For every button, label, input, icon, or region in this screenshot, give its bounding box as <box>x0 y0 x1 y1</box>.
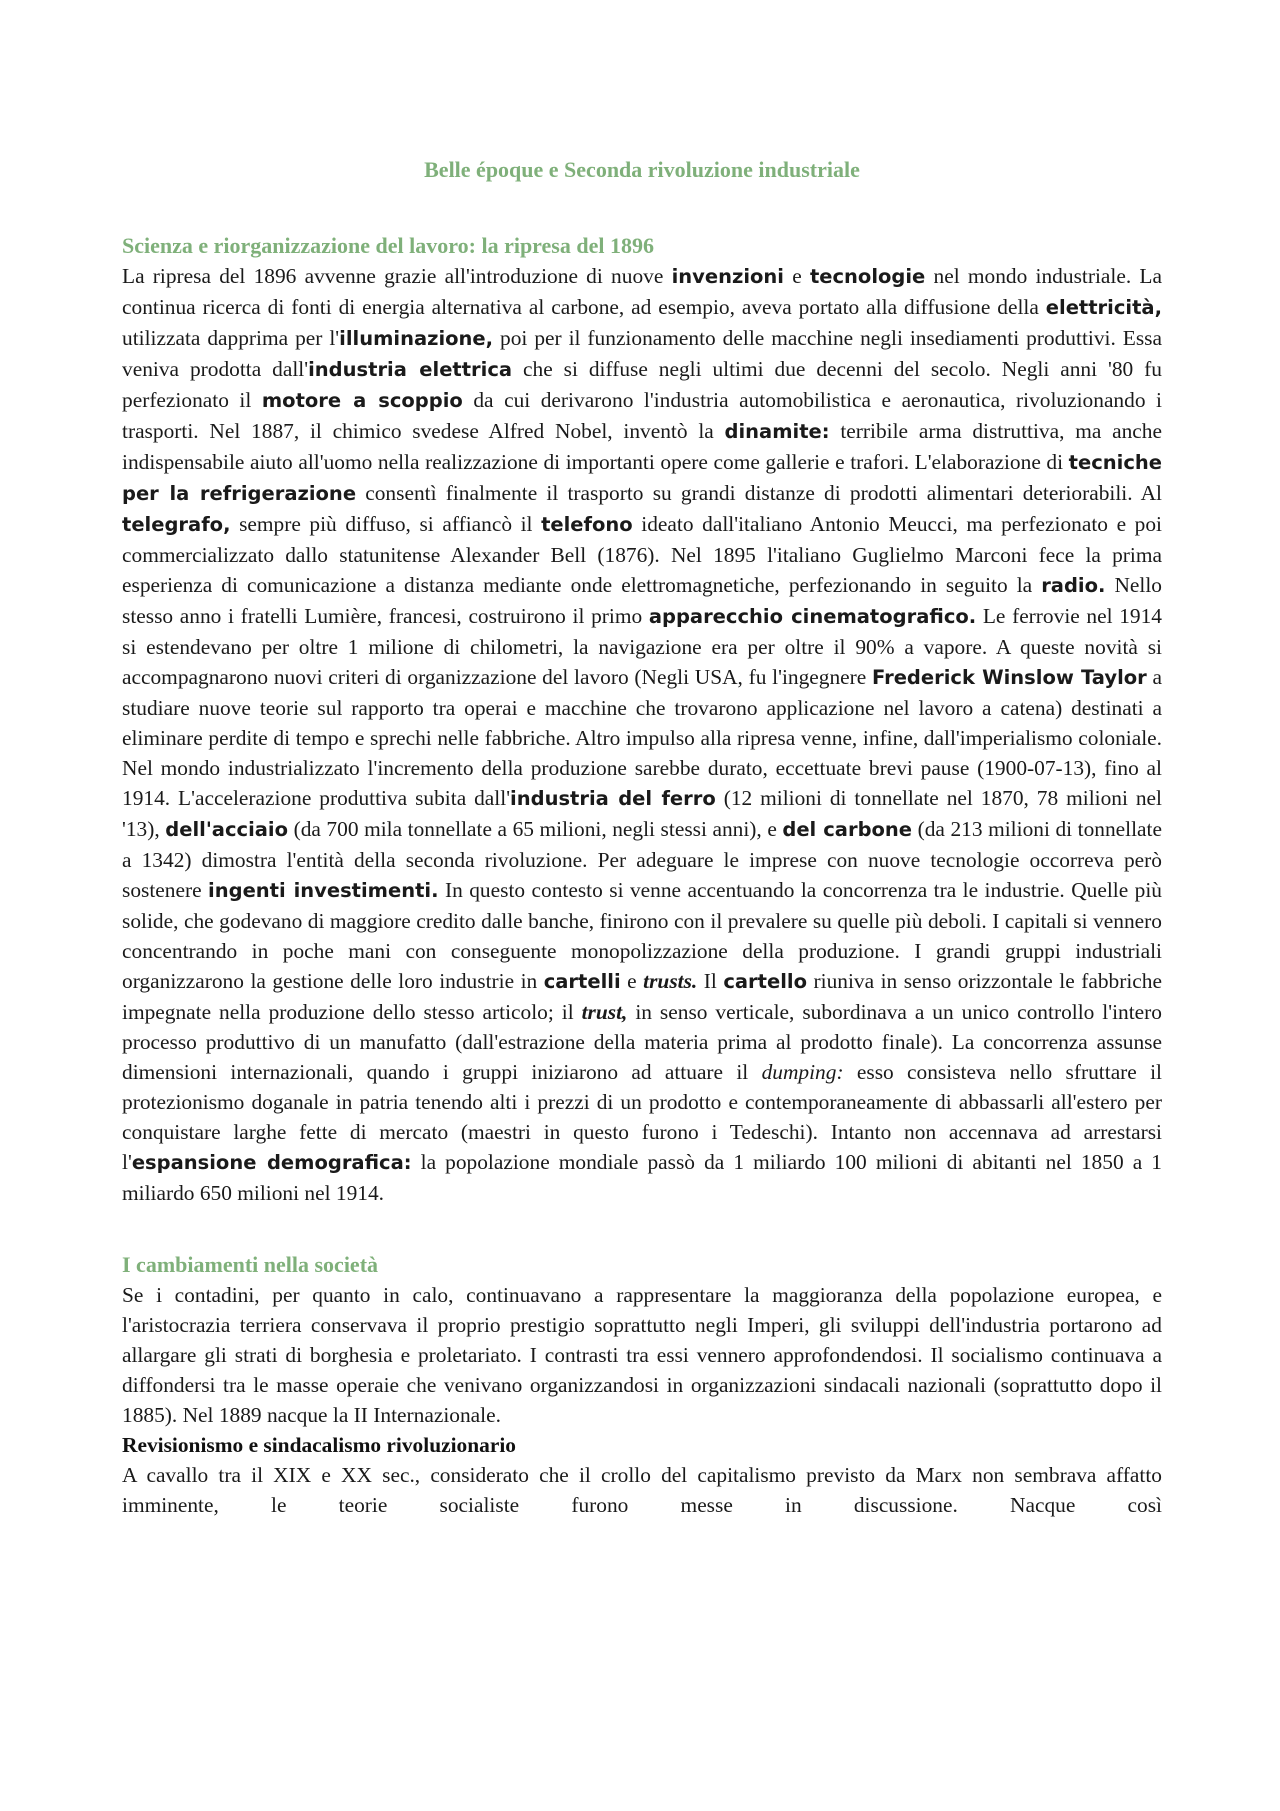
bold-keyword: ingenti investimenti. <box>208 879 439 902</box>
bold-keyword: dinamite: <box>724 420 830 443</box>
text-run: riuniva in senso orizzontale le fabbriche impegnate nella produzione dello stesso articolo; il <box>122 969 1162 1024</box>
text-run: che si diffuse negli ultimi due decenni del secolo. Negli anni '80 fu perfezionato il <box>122 357 1162 412</box>
bold-keyword: cartello <box>723 970 807 993</box>
section-paragraph-societa: Se i contadini, per quanto in calo, continuavano a rappresentare la maggioranza della popolazione europea, e l'aristocrazia terriera conservava il proprio prestigio soprattutto negli Imperi, gli sviluppi dell'industria portarono ad allargare gli strati di borghesia e proletariato. I contrasti tra essi vennero approfondendosi. Il socialismo continuava a diffondersi tra le masse operaie che venivano organizzandosi in organizzazioni sindacali nazionali (soprattutto dopo il 1885). Nel 1889 nacque la II Internazionale. <box>122 1283 1162 1427</box>
text-run: la popolazione mondiale passò da 1 miliardo 100 milioni di abitanti nel 1850 a 1 miliardo 650 milioni nel 1914. <box>122 1150 1162 1205</box>
bold-keyword: trusts. <box>643 969 698 993</box>
section-paragraph-scienza <box>122 261 1162 1208</box>
text-run: nel mondo industriale. La continua ricerca di fonti di energia alternativa al carbone, ad esempio, aveva portato alla diffusione della <box>122 264 1162 319</box>
bold-keyword: industria del ferro <box>510 787 716 810</box>
bold-keyword: invenzioni <box>671 265 784 288</box>
bold-keyword: apparecchio cinematografico. <box>648 605 977 628</box>
bold-keyword: motore a scoppio <box>261 389 463 412</box>
document-page <box>122 155 1162 1520</box>
text-run: e <box>783 264 810 288</box>
text-run: sempre più diffuso, si affiancò il <box>230 512 542 536</box>
bold-keyword: elettricità, <box>1045 296 1162 319</box>
bold-keyword: telefono <box>541 513 633 536</box>
bold-keyword: dell'acciaio <box>165 818 289 841</box>
text-run: terribile arma distruttiva, ma anche indispensabile aiuto all'uomo nella realizzazione di importanti opere come gallerie e trafori. L'elaborazione di <box>122 419 1162 474</box>
text-run: consentì finalmente il trasporto su grandi distanze di prodotti alimentari deteriorabili. Al <box>356 481 1162 505</box>
text-run: utilizzata dapprima per l' <box>122 326 340 350</box>
bold-keyword: radio. <box>1041 574 1106 597</box>
document-title: Belle époque e Seconda rivoluzione industriale <box>424 157 860 182</box>
bold-keyword: tecnologie <box>809 265 926 288</box>
text-run: Le ferrovie nel 1914 si estendevano per oltre 1 milione di chilometri, la navigazione era per oltre il 90% a vapore. A queste novità si accompagnarono nuovi criteri di organizzazione del lavoro (Negli USA, fu l'ingegnere <box>122 604 1162 689</box>
text-run: e <box>620 969 644 993</box>
text-run: in senso verticale, subordinava a un unico controllo l'intero processo produttivo di un manufatto (dall'estrazione della materia prima al prodotto finale). La concorrenza assunse dimensioni internazionali, quando i gruppi iniziarono ad attuare il <box>122 1000 1162 1084</box>
text-run: ideato dall'italiano Antonio Meucci, ma perfezionato e poi commercializzato dallo statunitense Alexander Bell (1876). Nel 1895 l'italiano Guglielmo Marconi fece la prima esperienza di comunicazione a distanza mediante onde elettromagnetiche, perfezionando in seguito la <box>122 512 1162 597</box>
text-run: La ripresa del 1896 avvenne grazie all'introduzione di nuove <box>122 264 672 288</box>
text-run: poi per il funzionamento delle macchine negli insediamenti produttivi. Essa veniva prodotta dall' <box>122 326 1162 381</box>
section-heading-societa: I cambiamenti nella società <box>122 1252 379 1277</box>
text-run: (da 213 milioni di tonnellate a 1342) dimostra l'entità della seconda rivoluzione. Per adeguare le imprese con nuove tecnologie occorreva però sostenere <box>122 817 1162 902</box>
section-heading-scienza: Scienza e riorganizzazione del lavoro: la ripresa del 1896 <box>122 233 654 258</box>
bold-keyword: del carbone <box>782 818 913 841</box>
bold-keyword: tecniche per la refrigerazione <box>122 451 1162 505</box>
text-run: a studiare nuove teorie sul rapporto tra operai e macchine che trovarono applicazione nel lavoro a catena) destinati a eliminare perdite di tempo e sprechi nelle fabbriche. Altro impulso alla ripresa venne, infine, dall'imperialismo coloniale. Nel mondo industrializzato l'incremento della produzione sarebbe durato, eccettuate brevi pause (1900-07-13), fino al 1914. L'accelerazione produttiva subita dall' <box>122 665 1162 810</box>
bold-keyword: industria elettrica <box>308 358 513 381</box>
bold-keyword: trust, <box>581 1000 628 1024</box>
section-paragraph-revisionismo: A cavallo tra il XIX e XX sec., considerato che il crollo del capitalismo previsto da Marx non sembrava affatto imminente, le teorie socialiste furono messe in discussione. Nacque così <box>122 1463 1162 1517</box>
text-run: In questo contesto si venne accentuando la concorrenza tra le industrie. Quelle più solide, che godevano di maggiore credito dalle banche, finirono con il prevalere su quelle più deboli. I capitali si vennero concentrando in poche mani con conseguente monopolizzazione della produzione. I grandi gruppi industriali organizzarono la gestione delle loro industrie in <box>122 878 1162 993</box>
text-run: da cui derivarono l'industria automobilistica e aeronautica, rivoluzionando i trasporti. Nel 1887, il chimico svedese Alfred Nobel, inventò la <box>122 388 1162 443</box>
text-run: Il <box>697 969 724 993</box>
text-run: esso consisteva nello sfruttare il protezionismo doganale in patria tenendo alti i prezzi di un prodotto e contemporaneamente di abbassarli all'estero per conquistare larghe fette di mercato (maestri in questo furono i Tedeschi). Intanto non accennava ad arrestarsi l' <box>122 1060 1163 1174</box>
text-run: (da 700 mila tonnellate a 65 milioni, negli stessi anni), e <box>288 817 783 841</box>
bold-keyword: Frederick Winslow Taylor <box>872 666 1147 689</box>
text-run: Nello stesso anno i fratelli Lumière, francesi, costruirono il primo <box>122 573 1162 628</box>
italic-term: dumping: <box>761 1060 844 1084</box>
section-heading-revisionismo: Revisionismo e sindacalismo rivoluzionario <box>122 1433 516 1457</box>
text-run: (12 milioni di tonnellate nel 1870, 78 milioni nel '13), <box>122 786 1162 841</box>
bold-keyword: cartelli <box>543 970 621 993</box>
section-spacer <box>122 1208 1162 1250</box>
bold-keyword: illuminazione, <box>339 327 494 350</box>
bold-keyword: espansione demografica: <box>131 1151 412 1174</box>
bold-keyword: telegrafo, <box>122 513 231 536</box>
